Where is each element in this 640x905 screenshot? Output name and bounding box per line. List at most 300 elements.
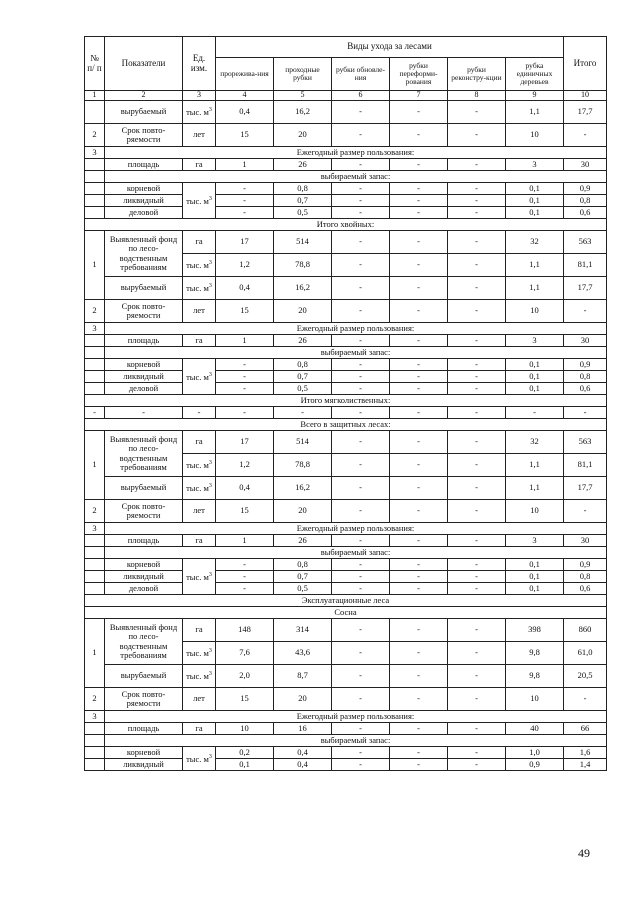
value-cell: - [216,371,274,383]
value-cell: 66 [564,723,607,735]
value-cell: - [448,642,506,665]
value-cell: - [448,500,506,523]
table-row [85,395,607,407]
value-cell: 7,6 [216,642,274,665]
page-number: 49 [578,846,590,860]
column-number: 3 [183,91,216,101]
value-cell: - [448,723,506,735]
empty-cell [85,347,105,359]
value-cell: 20 [274,300,332,323]
empty-cell [85,583,105,595]
value-cell: 148 [216,619,274,642]
value-cell: 0,9 [564,359,607,371]
value-cell: - [332,747,390,759]
table-row [85,688,607,711]
header-type: рубки реконстру-кции [448,58,506,91]
value-cell: 0,7 [274,571,332,583]
value-cell: - [216,407,274,419]
value-cell: 3 [506,335,564,347]
empty-cell [85,571,105,583]
value-cell: 0,5 [274,583,332,595]
value-cell: 0,1 [506,383,564,395]
value-cell: - [332,535,390,547]
section-protective-total: Всего в защитных лесах: [85,419,607,431]
table-row [85,359,607,371]
header-unit: Ед. изм. [183,37,216,91]
value-cell: 563 [564,231,607,254]
value-cell: 26 [274,535,332,547]
value-cell: - [390,277,448,300]
value-cell: 81,1 [564,254,607,277]
value-cell: 0,1 [506,195,564,207]
column-number: 8 [448,91,506,101]
indicator-label: корневой [105,359,183,371]
indicator-label: площадь [105,723,183,735]
value-cell: - [390,207,448,219]
indicator-label: вырубаемый [105,477,183,500]
table-row [85,607,607,619]
unit-cell [183,101,216,124]
value-cell: 0,7 [274,195,332,207]
value-cell: 1 [216,335,274,347]
unit-label: тыс. м [186,282,209,293]
row-number: 3 [85,323,105,335]
value-cell: - [332,183,390,195]
value-cell: 0,1 [506,571,564,583]
value-cell: - [332,431,390,454]
unit-label: тыс. м [186,670,209,681]
indicator-label: Выявленный фонд по лесо-водственным требованиям [105,231,183,277]
value-cell: 0,8 [564,195,607,207]
table-row [85,547,607,559]
value-cell: 20 [274,124,332,147]
empty-cell [85,171,105,183]
value-cell: 0,7 [274,371,332,383]
table-row [85,195,607,207]
column-number: 1 [85,91,105,101]
value-cell: 0,8 [274,183,332,195]
value-cell: - [332,159,390,171]
value-cell: - [332,254,390,277]
unit-cell: га [183,159,216,171]
annual-label: Ежегодный размер пользования: [105,323,607,335]
value-cell: - [332,559,390,571]
empty-cell [85,735,105,747]
value-cell: - [448,559,506,571]
unit-cell: лет [183,688,216,711]
value-cell: - [448,477,506,500]
value-cell: 26 [274,335,332,347]
value-cell: 17,7 [564,277,607,300]
table-row [85,431,607,454]
header-indicator: Показатели [105,37,183,91]
indicator-label: Выявленный фонд по лесо-водственным требованиям [105,619,183,665]
table-row [85,477,607,500]
table-row [85,371,607,383]
value-cell: - [332,723,390,735]
column-number: 4 [216,91,274,101]
value-cell: - [448,688,506,711]
row-number: 2 [85,688,105,711]
value-cell: - [448,535,506,547]
value-cell: 17,7 [564,477,607,500]
section-pine: Сосна [85,607,607,619]
unit-superscript: 3 [208,571,212,578]
value-cell: - [216,183,274,195]
value-cell: 1,6 [564,747,607,759]
table-row [85,523,607,535]
value-cell: 16,2 [274,477,332,500]
value-cell: - [390,431,448,454]
value-cell: - [332,665,390,688]
indicator-label: ликвидный [105,195,183,207]
table-row [85,735,607,747]
value-cell: - [390,535,448,547]
indicator-label: площадь [105,535,183,547]
value-cell: 0,9 [564,559,607,571]
table-row [85,535,607,547]
header-type: проходные рубки [274,58,332,91]
value-cell: 1 [216,159,274,171]
value-cell: 0,8 [564,571,607,583]
value-cell: - [390,747,448,759]
header-group: Виды ухода за лесами [216,37,564,58]
empty-cell [85,535,105,547]
header-type: прорежива-ния [216,58,274,91]
table-row [85,665,607,688]
value-cell: - [332,300,390,323]
unit-superscript: 3 [208,753,212,760]
value-cell: - [390,688,448,711]
empty-cell [85,207,105,219]
value-cell: - [183,407,216,419]
value-cell: 0,9 [564,183,607,195]
value-cell: - [448,300,506,323]
table-row [85,500,607,523]
value-cell: 1,1 [506,277,564,300]
section-conifer-total: Итого хвойных: [85,219,607,231]
value-cell: - [332,642,390,665]
value-cell: - [390,665,448,688]
column-number: 6 [332,91,390,101]
annual-label: Ежегодный размер пользования: [105,523,607,535]
table-row [85,711,607,723]
value-cell: 20,5 [564,665,607,688]
unit-label: тыс. м [186,371,209,382]
value-cell: - [332,195,390,207]
value-cell: 10 [216,723,274,735]
indicator-label: деловой [105,207,183,219]
unit-cell [183,747,216,771]
forest-care-table [84,36,607,771]
value-cell: 30 [564,335,607,347]
unit-cell [183,665,216,688]
value-cell: - [332,207,390,219]
empty-cell [85,723,105,735]
value-cell: - [216,559,274,571]
value-cell: - [390,759,448,771]
header-total: Итого [564,37,607,91]
unit-cell [183,559,216,595]
value-cell: - [448,359,506,371]
value-cell: - [448,383,506,395]
value-cell: - [216,195,274,207]
value-cell: 0,8 [274,359,332,371]
value-cell: - [390,195,448,207]
value-cell: 32 [506,231,564,254]
table-row [85,219,607,231]
value-cell: - [332,335,390,347]
column-number: 10 [564,91,607,101]
unit-superscript: 3 [208,648,212,654]
table-row [85,207,607,219]
value-cell: 0,4 [216,101,274,124]
value-cell: 1,2 [216,454,274,477]
value-cell: - [448,254,506,277]
value-cell: - [448,759,506,771]
empty-cell [85,183,105,195]
table-row [85,419,607,431]
unit-superscript: 3 [208,283,212,289]
value-cell: - [216,207,274,219]
unit-label: тыс. м [186,459,209,470]
value-cell: 32 [506,431,564,454]
value-cell: - [332,619,390,642]
value-cell: - [390,101,448,124]
indicator-label: Срок повто-ряемости [105,300,183,323]
value-cell: - [390,500,448,523]
value-cell: 15 [216,300,274,323]
unit-cell: лет [183,124,216,147]
value-cell: 0,5 [274,383,332,395]
indicator-label: площадь [105,159,183,171]
value-cell: 1,0 [506,747,564,759]
row-number: 3 [85,147,105,159]
value-cell: - [506,407,564,419]
unit-superscript: 3 [208,260,212,266]
value-cell: - [216,571,274,583]
empty-cell [85,759,105,771]
value-cell: - [390,335,448,347]
value-cell: 30 [564,159,607,171]
value-cell: 0,2 [216,747,274,759]
table-row [85,571,607,583]
value-cell: 0,6 [564,583,607,595]
value-cell: - [448,571,506,583]
table-row [85,759,607,771]
stock-label: выбираемый запас: [105,547,607,559]
indicator-label: площадь [105,335,183,347]
indicator-label: вырубаемый [105,277,183,300]
value-cell: 0,5 [274,207,332,219]
value-cell: - [390,300,448,323]
header-num: № п/ п [85,37,105,91]
value-cell: - [390,477,448,500]
value-cell: 15 [216,500,274,523]
value-cell: 17,7 [564,101,607,124]
table-row [85,723,607,735]
value-cell: 0,6 [564,207,607,219]
value-cell: - [105,407,183,419]
table-row [85,583,607,595]
value-cell: 10 [506,300,564,323]
stock-label: выбираемый запас: [105,347,607,359]
value-cell: 0,4 [216,477,274,500]
value-cell: - [390,383,448,395]
unit-superscript: 3 [208,460,212,466]
value-cell: 20 [274,688,332,711]
value-cell: - [332,571,390,583]
value-cell: 16,2 [274,277,332,300]
empty-cell [85,371,105,383]
value-cell: 0,1 [506,183,564,195]
value-cell: 10 [506,500,564,523]
value-cell: 15 [216,688,274,711]
value-cell: - [332,477,390,500]
value-cell: 81,1 [564,454,607,477]
value-cell: 10 [506,688,564,711]
unit-label: тыс. м [186,647,209,658]
unit-cell [183,454,216,477]
indicator-label: Срок повто-ряемости [105,688,183,711]
column-number: 5 [274,91,332,101]
value-cell: - [448,431,506,454]
value-cell: 15 [216,124,274,147]
row-number: 2 [85,500,105,523]
value-cell: 1 [216,535,274,547]
value-cell: 17 [216,231,274,254]
value-cell: - [332,124,390,147]
table-row [85,383,607,395]
value-cell: - [332,231,390,254]
value-cell: - [390,359,448,371]
unit-superscript: 3 [208,671,212,677]
section-deciduous-total: Итого мягколиственных: [85,395,607,407]
column-number: 9 [506,91,564,101]
value-cell: 0,4 [274,759,332,771]
value-cell: - [216,359,274,371]
value-cell: - [390,571,448,583]
unit-cell: га [183,535,216,547]
table-row [85,347,607,359]
empty-cell [85,547,105,559]
value-cell: 514 [274,431,332,454]
empty-cell [85,559,105,571]
unit-label: тыс. м [186,571,209,582]
indicator-label: корневой [105,747,183,759]
table-row [85,277,607,300]
value-cell: 0,9 [506,759,564,771]
value-cell: - [448,407,506,419]
value-cell: - [390,407,448,419]
value-cell: 1,4 [564,759,607,771]
value-cell: - [332,371,390,383]
value-cell: - [332,500,390,523]
value-cell: - [448,159,506,171]
value-cell: - [216,383,274,395]
value-cell: 1,2 [216,254,274,277]
value-cell: 314 [274,619,332,642]
empty-cell [85,359,105,371]
row-number: 3 [85,711,105,723]
stock-label: выбираемый запас: [105,171,607,183]
value-cell: 0,4 [274,747,332,759]
value-cell: - [448,124,506,147]
value-cell: 16 [274,723,332,735]
value-cell: 2,0 [216,665,274,688]
header-type: рубки обновле-ния [332,58,390,91]
table-row [85,407,607,419]
value-cell: - [390,723,448,735]
table-row [85,300,607,323]
unit-label: тыс. м [186,753,209,764]
value-cell: - [332,101,390,124]
indicator-label: корневой [105,183,183,195]
indicator-label: корневой [105,559,183,571]
table-row [85,147,607,159]
value-cell: 0,1 [506,583,564,595]
value-cell: 563 [564,431,607,454]
value-cell: 9,8 [506,665,564,688]
empty-cell [85,101,105,124]
value-cell: 43,6 [274,642,332,665]
unit-superscript: 3 [208,107,212,113]
unit-cell [183,183,216,219]
value-cell: - [448,583,506,595]
value-cell: - [564,688,607,711]
empty-cell [85,195,105,207]
annual-label: Ежегодный размер пользования: [105,711,607,723]
row-number: 1 [85,231,105,300]
value-cell: - [332,759,390,771]
table-row [85,323,607,335]
column-number: 7 [390,91,448,101]
unit-cell [183,277,216,300]
unit-cell [183,477,216,500]
indicator-label: Выявленный фонд по лесо-водственным требованиям [105,431,183,477]
value-cell: 10 [506,124,564,147]
value-cell: - [390,231,448,254]
unit-cell: лет [183,300,216,323]
value-cell: - [448,101,506,124]
value-cell: - [390,254,448,277]
unit-cell: га [183,231,216,254]
annual-label: Ежегодный размер пользования: [105,147,607,159]
value-cell: - [390,371,448,383]
value-cell: - [332,383,390,395]
table-row [85,619,607,642]
value-cell: - [216,583,274,595]
empty-cell [85,383,105,395]
table-row [85,231,607,254]
value-cell: - [448,454,506,477]
value-cell: - [274,407,332,419]
value-cell: 0,8 [274,559,332,571]
value-cell: - [448,207,506,219]
indicator-label: Срок повто-ряемости [105,500,183,523]
column-number: 2 [105,91,183,101]
indicator-label: ликвидный [105,371,183,383]
unit-cell [183,254,216,277]
value-cell: 1,1 [506,454,564,477]
value-cell: 26 [274,159,332,171]
value-cell: 0,1 [506,359,564,371]
indicator-label: вырубаемый [105,665,183,688]
value-cell: - [448,665,506,688]
value-cell: 860 [564,619,607,642]
unit-label: тыс. м [186,195,209,206]
indicator-label: Срок повто-ряемости [105,124,183,147]
